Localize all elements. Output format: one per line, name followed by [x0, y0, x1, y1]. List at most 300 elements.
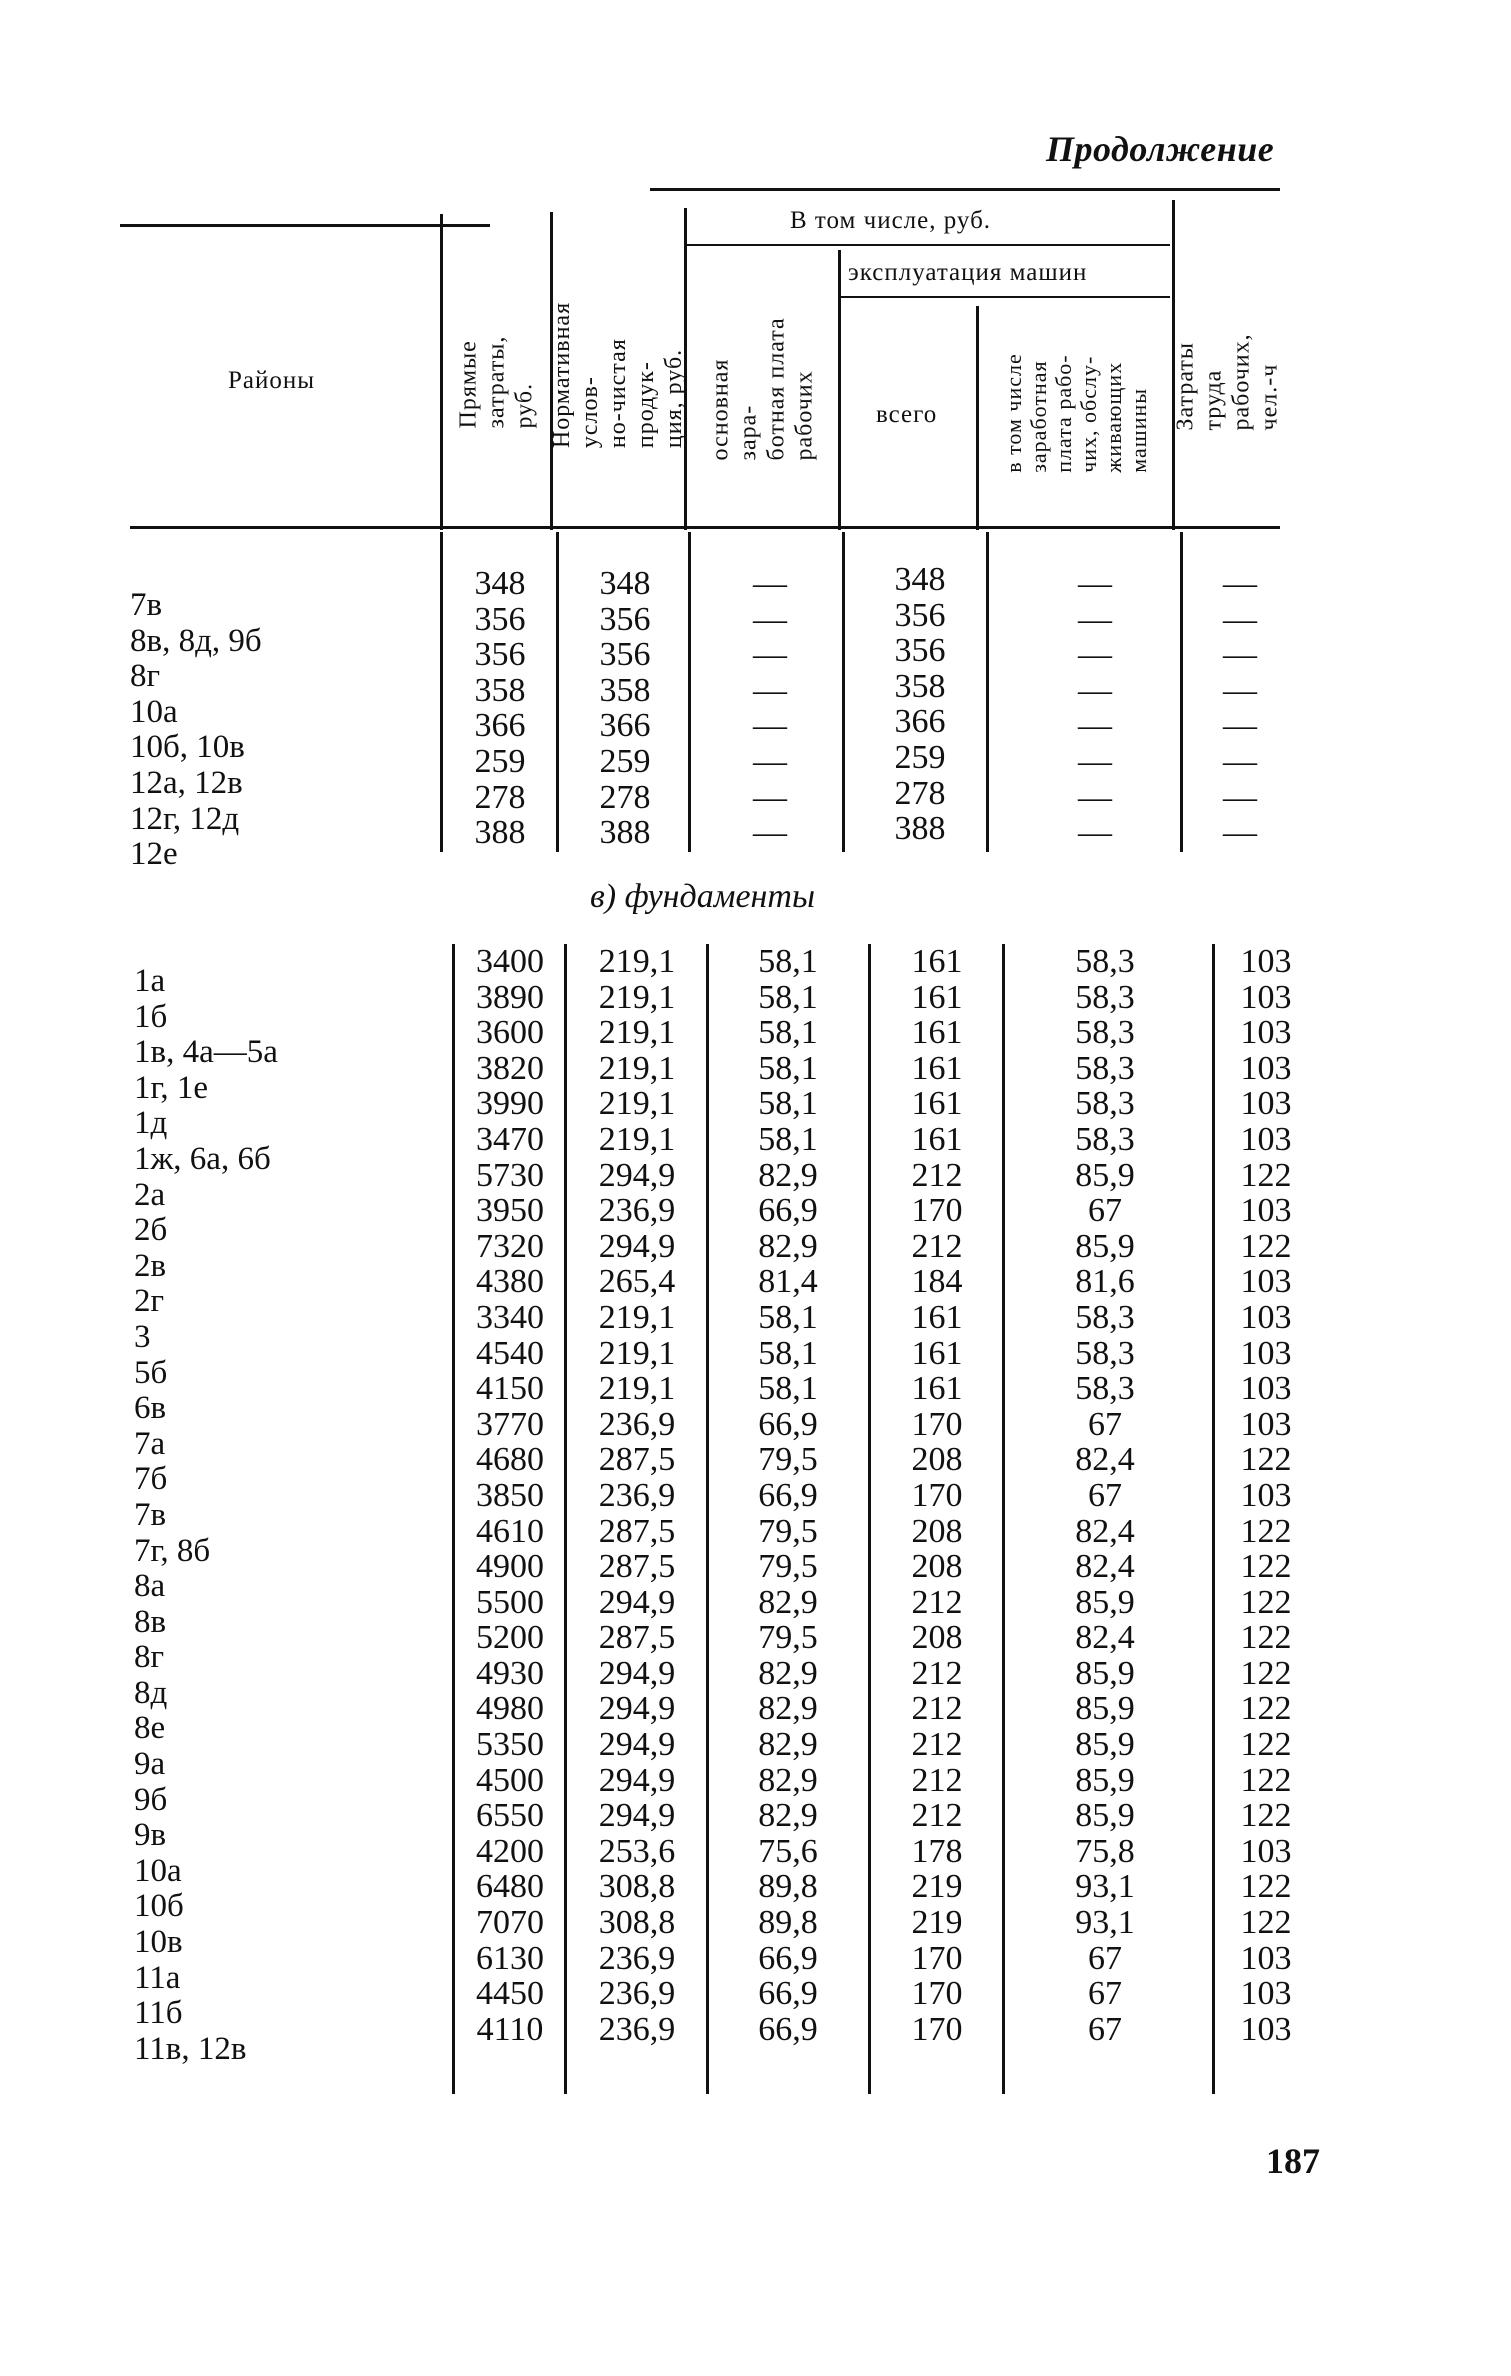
- s2-normative: 219,1: [598, 1334, 676, 1372]
- s2-operator-wage: 58,3: [1075, 1049, 1135, 1087]
- s1-operator-wage: —: [1078, 636, 1112, 674]
- s1-sep-3: [688, 532, 691, 852]
- s2-machine-total: 161: [911, 1085, 963, 1123]
- s2-direct: 6550: [476, 1797, 544, 1835]
- s2-base-wage: 58,1: [758, 1049, 818, 1087]
- s2-operator-wage: 67: [1088, 2010, 1122, 2048]
- s2-region: 8е: [134, 1710, 166, 1747]
- s1-machine-total: 356: [894, 632, 946, 670]
- s2-operator-wage: 85,9: [1075, 1726, 1135, 1764]
- s2-base-wage: 82,9: [758, 1797, 818, 1835]
- s1-col-base-wage: [700, 566, 840, 851]
- s2-region: 10а: [134, 1852, 182, 1889]
- s2-normative: 294,9: [598, 1227, 676, 1265]
- s1-direct: 348: [474, 565, 526, 602]
- s2-base-wage: 81,4: [758, 1263, 818, 1301]
- s2-normative: 294,9: [598, 1583, 676, 1621]
- header-bottom-rule: [130, 526, 1280, 529]
- s2-region: 1ж, 6а, 6б: [134, 1140, 271, 1177]
- header-direct-costs: Прямые затраты, руб.: [455, 335, 538, 429]
- s2-direct: 5500: [476, 1583, 544, 1621]
- s2-base-wage: 82,9: [758, 1761, 818, 1799]
- s2-machine-total: 178: [911, 1832, 963, 1870]
- s1-operator-wage: —: [1078, 671, 1112, 709]
- s2-direct: 3340: [476, 1298, 544, 1336]
- s2-labor: 103: [1240, 1975, 1292, 2013]
- continued-label: Продолжение: [1046, 129, 1275, 169]
- s2-base-wage: 58,1: [758, 1085, 818, 1123]
- s1-base-wage: —: [753, 742, 787, 780]
- s2-region: 8а: [134, 1568, 166, 1605]
- s2-machine-total: 161: [911, 1298, 963, 1336]
- s2-labor: 103: [1240, 978, 1292, 1016]
- s2-labor: 103: [1240, 1263, 1292, 1301]
- s1-machine-total: 278: [894, 774, 946, 812]
- s2-operator-wage: 58,3: [1075, 1370, 1135, 1408]
- s2-base-wage: 58,1: [758, 1120, 818, 1158]
- s2-normative: 219,1: [598, 1120, 676, 1158]
- s1-machine-total: 259: [894, 738, 946, 776]
- s2-region: 3: [134, 1318, 151, 1355]
- s2-base-wage: 89,8: [758, 1868, 818, 1906]
- s1-base-wage: —: [753, 778, 787, 816]
- s2-region: 9б: [134, 1781, 168, 1818]
- s1-labor: —: [1223, 778, 1257, 816]
- s1-labor: —: [1223, 636, 1257, 674]
- s1-normative: 358: [599, 671, 651, 709]
- s2-region: 10в: [134, 1924, 183, 1961]
- header-labor-costs: Затраты труда рабочих, чел.-ч: [1172, 333, 1283, 431]
- s2-base-wage: 58,1: [758, 1014, 818, 1052]
- s2-direct: 6130: [476, 1939, 544, 1977]
- s2-region: 7в: [134, 1496, 167, 1533]
- s2-machine-total: 161: [911, 1334, 963, 1372]
- s2-region: 2а: [134, 1176, 166, 1213]
- s1-sep-1: [440, 532, 443, 852]
- s2-normative: 219,1: [598, 1370, 676, 1408]
- s2-region: 7г, 8б: [134, 1532, 211, 1569]
- s2-machine-total: 161: [911, 978, 963, 1016]
- s1-col-operator-wage: [1010, 566, 1180, 851]
- s2-operator-wage: 58,3: [1075, 1014, 1135, 1052]
- s2-machine-total: 212: [911, 1726, 963, 1764]
- s1-col-machine-total: [855, 562, 985, 847]
- s2-base-wage: 82,9: [758, 1227, 818, 1265]
- s2-normative: 236,9: [598, 1939, 676, 1977]
- s2-labor: 122: [1240, 1761, 1292, 1799]
- s2-labor: 122: [1240, 1797, 1292, 1835]
- s2-base-wage: 58,1: [758, 1334, 818, 1372]
- s2-operator-wage: 67: [1088, 1405, 1122, 1443]
- s2-base-wage: 66,9: [758, 1192, 818, 1230]
- s1-normative: 356: [599, 636, 651, 674]
- s2-machine-total: 219: [911, 1904, 963, 1942]
- s2-machine-total: 208: [911, 1512, 963, 1550]
- s2-direct: 4450: [476, 1975, 544, 2013]
- s2-normative: 219,1: [598, 1298, 676, 1336]
- s2-operator-wage: 75,8: [1075, 1832, 1135, 1870]
- s2-sep-5: [1002, 944, 1005, 2094]
- s2-normative: 294,9: [598, 1726, 676, 1764]
- s2-base-wage: 79,5: [758, 1441, 818, 1479]
- s2-direct: 5200: [476, 1619, 544, 1657]
- s2-normative: 219,1: [598, 1014, 676, 1052]
- s2-direct: 4930: [476, 1654, 544, 1692]
- s2-base-wage: 58,1: [758, 978, 818, 1016]
- s2-machine-total: 161: [911, 1120, 963, 1158]
- s1-sep-2: [556, 532, 559, 852]
- s2-direct: 3600: [476, 1014, 544, 1052]
- s1-direct: 356: [474, 636, 526, 674]
- s1-region: 8в, 8д, 9б: [130, 622, 262, 659]
- s1-operator-wage: —: [1078, 742, 1112, 780]
- s1-operator-wage: —: [1078, 778, 1112, 816]
- s2-region: 1г, 1е: [134, 1069, 208, 1106]
- s2-direct: 5730: [476, 1156, 544, 1194]
- s2-region: 5б: [134, 1354, 168, 1391]
- s2-operator-wage: 58,3: [1075, 1334, 1135, 1372]
- s2-region: 11б: [134, 1995, 183, 2032]
- s2-operator-wage: 85,9: [1075, 1583, 1135, 1621]
- s2-region: 2в: [134, 1247, 167, 1284]
- header-machine-operation: эксплуатация машин: [848, 259, 1088, 286]
- s2-normative: 253,6: [598, 1832, 676, 1870]
- s2-normative: 287,5: [598, 1512, 676, 1550]
- s2-labor: 103: [1240, 1120, 1292, 1158]
- s2-machine-total: 170: [911, 1405, 963, 1443]
- s2-col-machine-total: [876, 944, 998, 2047]
- s2-labor: 122: [1240, 1619, 1292, 1657]
- s2-machine-total: 219: [911, 1868, 963, 1906]
- s2-operator-wage: 67: [1088, 1939, 1122, 1977]
- s2-base-wage: 66,9: [758, 1975, 818, 2013]
- s2-machine-total: 208: [911, 1619, 963, 1657]
- header-including-rub: В том числе, руб.: [790, 207, 992, 234]
- s2-normative: 236,9: [598, 2010, 676, 2048]
- header-total: всего: [876, 401, 938, 428]
- header-regions: Районы: [228, 367, 316, 394]
- s1-direct: 259: [474, 742, 526, 780]
- s2-machine-total: 161: [911, 1014, 963, 1052]
- s2-direct: 4540: [476, 1334, 544, 1372]
- s2-base-wage: 58,1: [758, 943, 818, 980]
- s2-normative: 294,9: [598, 1156, 676, 1194]
- s2-col-normative: [572, 944, 702, 2047]
- s2-direct: 7320: [476, 1227, 544, 1265]
- s2-labor: 122: [1240, 1583, 1292, 1621]
- s2-machine-total: 161: [911, 1049, 963, 1087]
- s2-direct: 6480: [476, 1868, 544, 1906]
- s2-region: 7б: [134, 1461, 168, 1498]
- s1-machine-total: 358: [894, 667, 946, 705]
- s2-sep-4: [868, 944, 871, 2094]
- s2-base-wage: 66,9: [758, 2010, 818, 2048]
- s2-base-wage: 66,9: [758, 1476, 818, 1514]
- s2-normative: 236,9: [598, 1476, 676, 1514]
- s2-operator-wage: 85,9: [1075, 1227, 1135, 1265]
- s2-region: 11а: [134, 1959, 181, 1996]
- s2-direct: 3820: [476, 1049, 544, 1087]
- s2-operator-wage: 82,4: [1075, 1441, 1135, 1479]
- s2-sep-6: [1212, 944, 1215, 2094]
- s2-operator-wage: 67: [1088, 1476, 1122, 1514]
- header-top-rule-right: [650, 188, 1280, 191]
- s2-region: 7а: [134, 1425, 166, 1462]
- s1-labor: —: [1223, 671, 1257, 709]
- s2-labor: 103: [1240, 1049, 1292, 1087]
- s2-base-wage: 75,6: [758, 1832, 818, 1870]
- s2-region: 1д: [134, 1105, 168, 1142]
- s1-region: 10б, 10в: [130, 729, 245, 766]
- header-normative-output: Нормативная услов- но-чистая продук- ция, руб.: [549, 301, 688, 449]
- s1-labor: —: [1223, 707, 1257, 745]
- s2-machine-total: 212: [911, 1156, 963, 1194]
- s2-region: 1б: [134, 998, 168, 1035]
- header-top-rule: [120, 224, 490, 227]
- s2-sep-3: [706, 944, 709, 2094]
- s2-machine-total: 170: [911, 1192, 963, 1230]
- s2-machine-total: 170: [911, 1476, 963, 1514]
- s1-region: 12а, 12в: [130, 764, 243, 801]
- s2-normative: 219,1: [598, 943, 676, 980]
- s2-operator-wage: 82,4: [1075, 1619, 1135, 1657]
- s1-normative: 348: [599, 565, 651, 602]
- s2-direct: 3990: [476, 1085, 544, 1123]
- s2-labor: 103: [1240, 1370, 1292, 1408]
- s1-sep-6: [1180, 532, 1183, 852]
- s1-machine-total: 388: [894, 810, 946, 848]
- s2-normative: 308,8: [598, 1868, 676, 1906]
- s2-direct: 3950: [476, 1192, 544, 1230]
- s1-region: 12е: [130, 836, 178, 873]
- s1-machine-total: 348: [894, 561, 946, 598]
- s1-region: 7в: [130, 587, 163, 623]
- s2-base-wage: 79,5: [758, 1619, 818, 1657]
- s2-direct: 7070: [476, 1904, 544, 1942]
- s2-direct: 4500: [476, 1761, 544, 1799]
- s2-direct: 4200: [476, 1832, 544, 1870]
- including-underline: [686, 244, 1170, 246]
- s1-operator-wage: —: [1078, 707, 1112, 745]
- s2-labor: 103: [1240, 1939, 1292, 1977]
- s1-operator-wage: —: [1078, 600, 1112, 638]
- s2-normative: 236,9: [598, 1405, 676, 1443]
- s2-base-wage: 82,9: [758, 1654, 818, 1692]
- s2-machine-total: 212: [911, 1654, 963, 1692]
- s2-labor: 103: [1240, 1298, 1292, 1336]
- s2-normative: 294,9: [598, 1797, 676, 1835]
- machine-underline: [840, 296, 1170, 298]
- s2-region: 8д: [134, 1674, 168, 1711]
- s1-base-wage: —: [753, 671, 787, 709]
- s2-direct: 4980: [476, 1690, 544, 1728]
- s2-direct: 3400: [476, 943, 544, 980]
- s2-labor: 103: [1240, 1085, 1292, 1123]
- s2-col-base-wage: [714, 944, 862, 2047]
- s2-region: 9а: [134, 1746, 166, 1783]
- s1-machine-total: 356: [894, 596, 946, 634]
- s2-labor: 122: [1240, 1156, 1292, 1194]
- s2-region: 2б: [134, 1212, 168, 1249]
- s2-operator-wage: 81,6: [1075, 1263, 1135, 1301]
- s2-machine-total: 212: [911, 1761, 963, 1799]
- s2-normative: 219,1: [598, 978, 676, 1016]
- s2-normative: 219,1: [598, 1049, 676, 1087]
- page-number: 187: [1266, 2141, 1320, 2181]
- s2-region: 10б: [134, 1888, 184, 1925]
- s2-machine-total: 161: [911, 943, 963, 980]
- s2-direct: 3850: [476, 1476, 544, 1514]
- header-operator-wage: в том числе заработная плата рабо- чих, обслу- живающих машины: [1000, 353, 1151, 473]
- s1-base-wage: —: [753, 600, 787, 638]
- s1-machine-total: 366: [894, 703, 946, 741]
- s2-direct: 4110: [476, 2010, 544, 2048]
- s2-labor: 103: [1240, 2010, 1292, 2048]
- s2-direct: 4610: [476, 1512, 544, 1550]
- s2-machine-total: 184: [911, 1263, 963, 1301]
- s2-region: 9в: [134, 1817, 167, 1854]
- s2-labor: 122: [1240, 1548, 1292, 1586]
- s1-direct: 278: [474, 778, 526, 816]
- s2-machine-total: 212: [911, 1797, 963, 1835]
- s2-machine-total: 212: [911, 1690, 963, 1728]
- s2-operator-wage: 67: [1088, 1192, 1122, 1230]
- s1-col-regions: [130, 588, 262, 873]
- s1-col-direct: [450, 566, 550, 851]
- s1-normative: 278: [599, 778, 651, 816]
- s2-base-wage: 82,9: [758, 1583, 818, 1621]
- s1-sep-4: [842, 532, 845, 852]
- s2-direct: 4680: [476, 1441, 544, 1479]
- s2-labor: 103: [1240, 1014, 1292, 1052]
- s2-machine-total: 170: [911, 2010, 963, 2048]
- s2-normative: 287,5: [598, 1548, 676, 1586]
- s2-direct: 4380: [476, 1263, 544, 1301]
- s1-direct: 358: [474, 671, 526, 709]
- s2-base-wage: 66,9: [758, 1405, 818, 1443]
- s2-operator-wage: 82,4: [1075, 1512, 1135, 1550]
- s2-normative: 265,4: [598, 1263, 676, 1301]
- s1-base-wage: —: [753, 565, 787, 602]
- s2-base-wage: 66,9: [758, 1939, 818, 1977]
- s1-col-labor: [1190, 566, 1290, 851]
- s1-direct: 366: [474, 707, 526, 745]
- s2-direct: 5350: [476, 1726, 544, 1764]
- s2-operator-wage: 93,1: [1075, 1868, 1135, 1906]
- s2-region: 8в: [134, 1603, 167, 1640]
- s1-normative: 388: [599, 814, 651, 852]
- s2-region: 11в, 12в: [134, 2030, 247, 2067]
- s1-direct: 356: [474, 600, 526, 638]
- s2-machine-total: 161: [911, 1370, 963, 1408]
- s2-region: 1а: [134, 963, 166, 999]
- s2-labor: 122: [1240, 1227, 1292, 1265]
- s2-labor: 122: [1240, 1512, 1292, 1550]
- s2-labor: 122: [1240, 1904, 1292, 1942]
- s1-direct: 388: [474, 814, 526, 852]
- s1-sep-5: [986, 532, 989, 852]
- s2-normative: 287,5: [598, 1619, 676, 1657]
- s2-labor: 122: [1240, 1654, 1292, 1692]
- s1-base-wage: —: [753, 636, 787, 674]
- s2-base-wage: 82,9: [758, 1156, 818, 1194]
- s1-normative: 356: [599, 600, 651, 638]
- s2-direct: 3890: [476, 978, 544, 1016]
- s1-labor: —: [1223, 600, 1257, 638]
- s2-normative: 287,5: [598, 1441, 676, 1479]
- s1-col-normative: [565, 566, 685, 851]
- s2-base-wage: 58,1: [758, 1298, 818, 1336]
- s2-direct: 3470: [476, 1120, 544, 1158]
- s2-operator-wage: 67: [1088, 1975, 1122, 2013]
- s2-operator-wage: 58,3: [1075, 1298, 1135, 1336]
- s2-machine-total: 212: [911, 1227, 963, 1265]
- s2-col-labor: [1216, 944, 1316, 2047]
- s2-normative: 294,9: [598, 1654, 676, 1692]
- s2-operator-wage: 82,4: [1075, 1548, 1135, 1586]
- s2-region: 2г: [134, 1283, 165, 1320]
- s2-machine-total: 170: [911, 1975, 963, 2013]
- s1-region: 10а: [130, 693, 178, 730]
- s2-normative: 236,9: [598, 1192, 676, 1230]
- s2-direct: 3770: [476, 1405, 544, 1443]
- s2-normative: 219,1: [598, 1085, 676, 1123]
- s2-sep-1: [452, 944, 455, 2094]
- s2-operator-wage: 58,3: [1075, 1120, 1135, 1158]
- s2-operator-wage: 85,9: [1075, 1654, 1135, 1692]
- s1-labor: —: [1223, 742, 1257, 780]
- s2-direct: 4150: [476, 1370, 544, 1408]
- s2-machine-total: 212: [911, 1583, 963, 1621]
- s1-labor: —: [1223, 565, 1257, 602]
- s2-labor: 103: [1240, 1832, 1292, 1870]
- s2-base-wage: 89,8: [758, 1904, 818, 1942]
- s2-base-wage: 79,5: [758, 1512, 818, 1550]
- section-title-foundations: в) фундаменты: [590, 878, 815, 915]
- s2-operator-wage: 85,9: [1075, 1797, 1135, 1835]
- s1-region: 12г, 12д: [130, 800, 240, 837]
- s2-base-wage: 82,9: [758, 1690, 818, 1728]
- s2-operator-wage: 58,3: [1075, 1085, 1135, 1123]
- s1-base-wage: —: [753, 707, 787, 745]
- s1-region: 8г: [130, 658, 161, 695]
- s2-operator-wage: 58,3: [1075, 943, 1135, 980]
- s1-normative: 366: [599, 707, 651, 745]
- s2-machine-total: 208: [911, 1548, 963, 1586]
- s1-operator-wage: —: [1078, 565, 1112, 602]
- s2-sep-2: [564, 944, 567, 2094]
- s1-base-wage: —: [753, 814, 787, 852]
- s2-normative: 294,9: [598, 1690, 676, 1728]
- s2-labor: 103: [1240, 1334, 1292, 1372]
- s2-labor: 103: [1240, 943, 1292, 980]
- s2-labor: 122: [1240, 1726, 1292, 1764]
- s2-machine-total: 208: [911, 1441, 963, 1479]
- s2-normative: 236,9: [598, 1975, 676, 2013]
- s2-labor: 103: [1240, 1192, 1292, 1230]
- s2-col-regions: [134, 964, 278, 2067]
- s2-region: 8г: [134, 1639, 165, 1676]
- s1-normative: 259: [599, 742, 651, 780]
- s2-normative: 308,8: [598, 1904, 676, 1942]
- s2-base-wage: 58,1: [758, 1370, 818, 1408]
- header-sep-4: [838, 250, 841, 530]
- s2-labor: 103: [1240, 1476, 1292, 1514]
- s2-operator-wage: 58,3: [1075, 978, 1135, 1016]
- s2-direct: 4900: [476, 1548, 544, 1586]
- s1-labor: —: [1223, 814, 1257, 852]
- s2-operator-wage: 85,9: [1075, 1690, 1135, 1728]
